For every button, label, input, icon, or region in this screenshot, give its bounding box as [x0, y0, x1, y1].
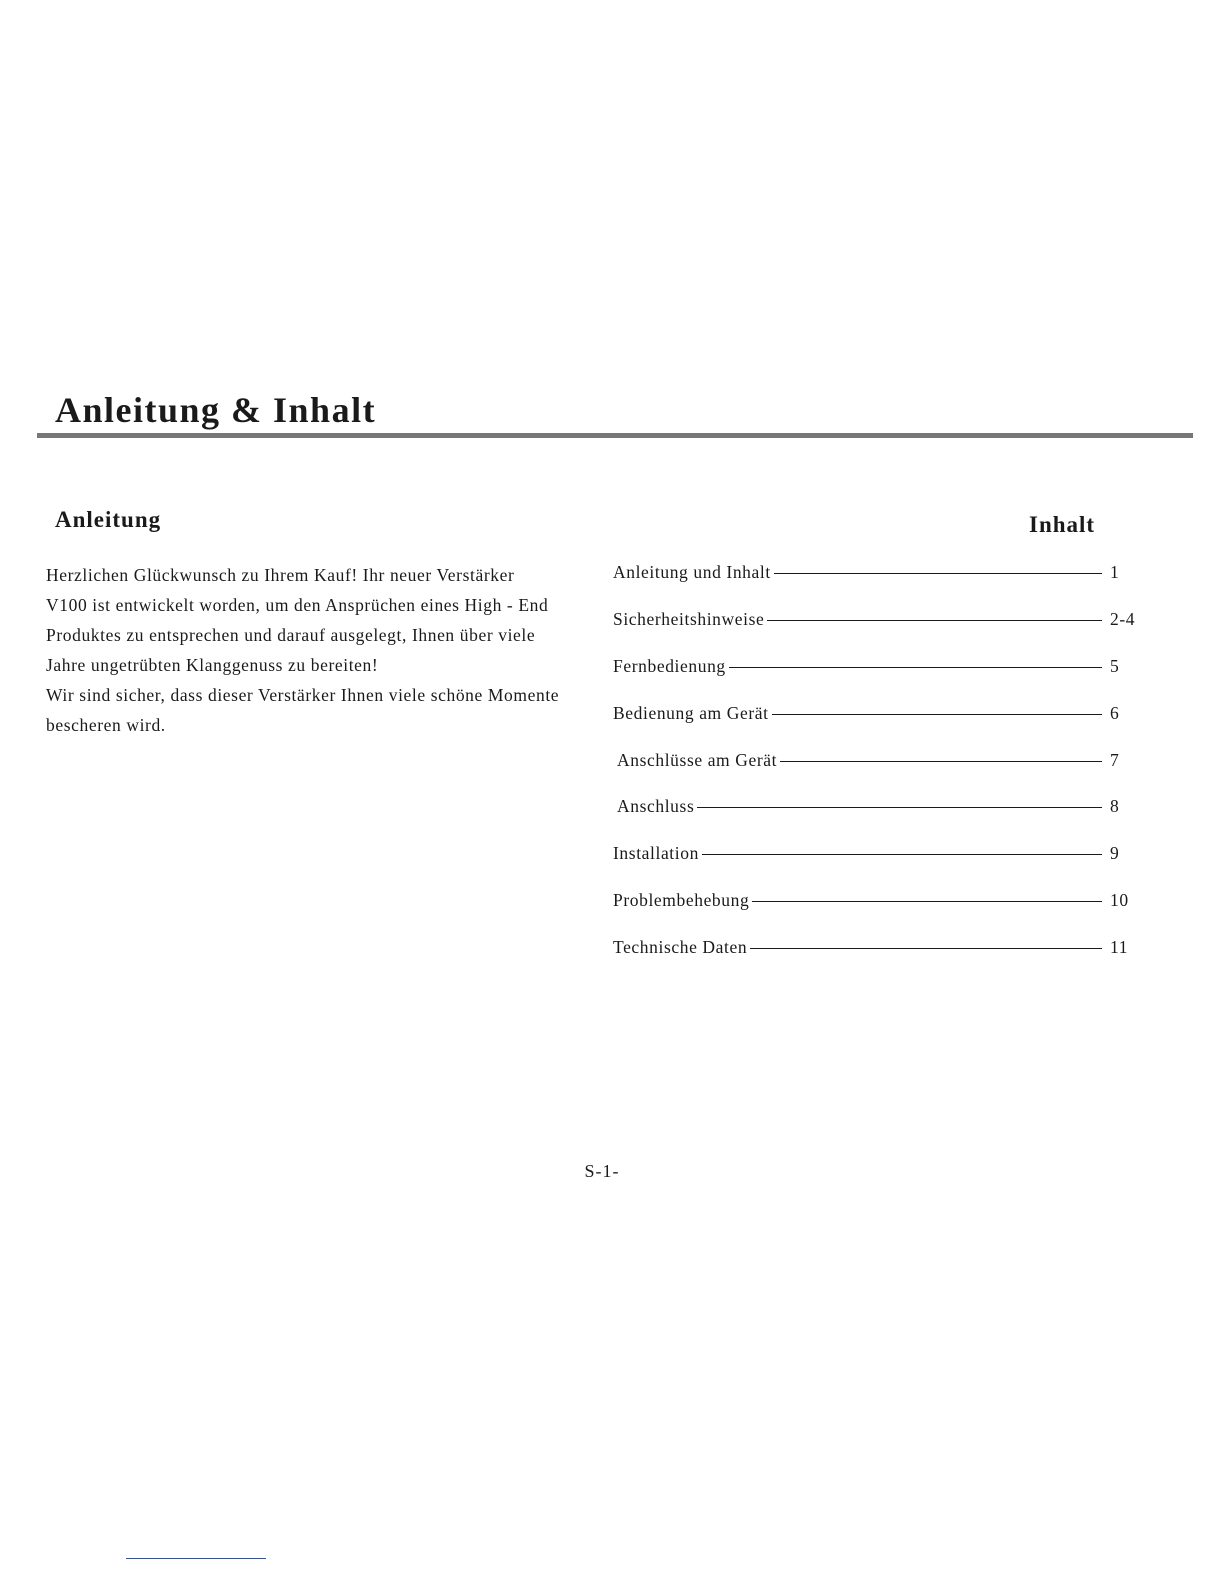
toc-entry-page: 11 — [1110, 937, 1129, 958]
toc-entry-installation — [613, 830, 1153, 877]
link-underline — [126, 1558, 266, 1559]
toc-entry-label: Anschluss — [617, 796, 695, 817]
intro-line: V100 ist entwickelt worden, um den Ansprüchen eines High - End — [46, 595, 549, 615]
toc-entry-page: 6 — [1110, 702, 1120, 723]
toc-entry-label: Sicherheitshinweise — [613, 608, 765, 629]
intro-line: bescheren wird. — [46, 715, 166, 735]
toc-entry-anschluesse-am-geraet — [613, 737, 1153, 784]
toc-entry-page: 1 — [1110, 561, 1120, 582]
intro-line: Wir sind sicher, dass dieser Verstärker Ihnen viele schöne Momente — [46, 685, 560, 705]
toc-entry-sicherheitshinweise — [613, 596, 1153, 643]
intro-paragraph — [46, 560, 606, 740]
toc-entry-label: Bedienung am Gerät — [613, 702, 769, 723]
toc-leader-line — [729, 667, 1102, 668]
toc-heading: Inhalt — [1029, 512, 1096, 537]
toc-leader-line — [697, 807, 1102, 808]
intro-line: Produktes zu entsprechen und darauf ausgelegt, Ihnen über viele — [46, 625, 536, 645]
toc-entry-label: Anschlüsse am Gerät — [617, 749, 778, 770]
toc-entry-label: Problembehebung — [613, 890, 750, 911]
toc-leader-line — [774, 573, 1102, 574]
intro-line: Herzlichen Glückwunsch zu Ihrem Kauf! Ihr neuer Verstärker — [46, 565, 515, 585]
intro-line: Jahre ungetrübten Klanggenuss zu bereiten! — [46, 655, 379, 675]
toc-entry-problembehebung — [613, 877, 1153, 924]
toc-entry-page: 10 — [1110, 890, 1129, 911]
toc-leader-line — [702, 854, 1102, 855]
toc-entry-technische-daten — [613, 924, 1153, 971]
toc-entry-label: Technische Daten — [613, 937, 748, 958]
title-divider — [37, 433, 1193, 438]
toc-entry-page: 5 — [1110, 655, 1120, 676]
toc-leader-line — [767, 620, 1102, 621]
toc-entry-bedienung-am-geraet — [613, 690, 1153, 737]
toc-entry-page: 8 — [1110, 796, 1120, 817]
toc-entry-page: 9 — [1110, 843, 1120, 864]
toc-entry-page: 7 — [1110, 749, 1120, 770]
toc-leader-line — [772, 714, 1102, 715]
toc-entry-fernbedienung — [613, 643, 1153, 690]
toc-entry-label: Anleitung und Inhalt — [613, 561, 771, 582]
page-number: S-1- — [584, 1161, 620, 1181]
toc-entry-anleitung-und-inhalt — [613, 549, 1153, 596]
intro-heading: Anleitung — [55, 507, 162, 532]
toc-leader-line — [780, 761, 1102, 762]
page-title: Anleitung & Inhalt — [55, 390, 377, 430]
table-of-contents — [613, 549, 1153, 971]
toc-leader-line — [752, 901, 1102, 902]
toc-leader-line — [750, 948, 1102, 949]
toc-entry-label: Installation — [613, 843, 699, 864]
toc-entry-anschluss — [613, 783, 1153, 830]
toc-entry-label: Fernbedienung — [613, 655, 726, 676]
toc-entry-page: 2-4 — [1110, 608, 1136, 629]
